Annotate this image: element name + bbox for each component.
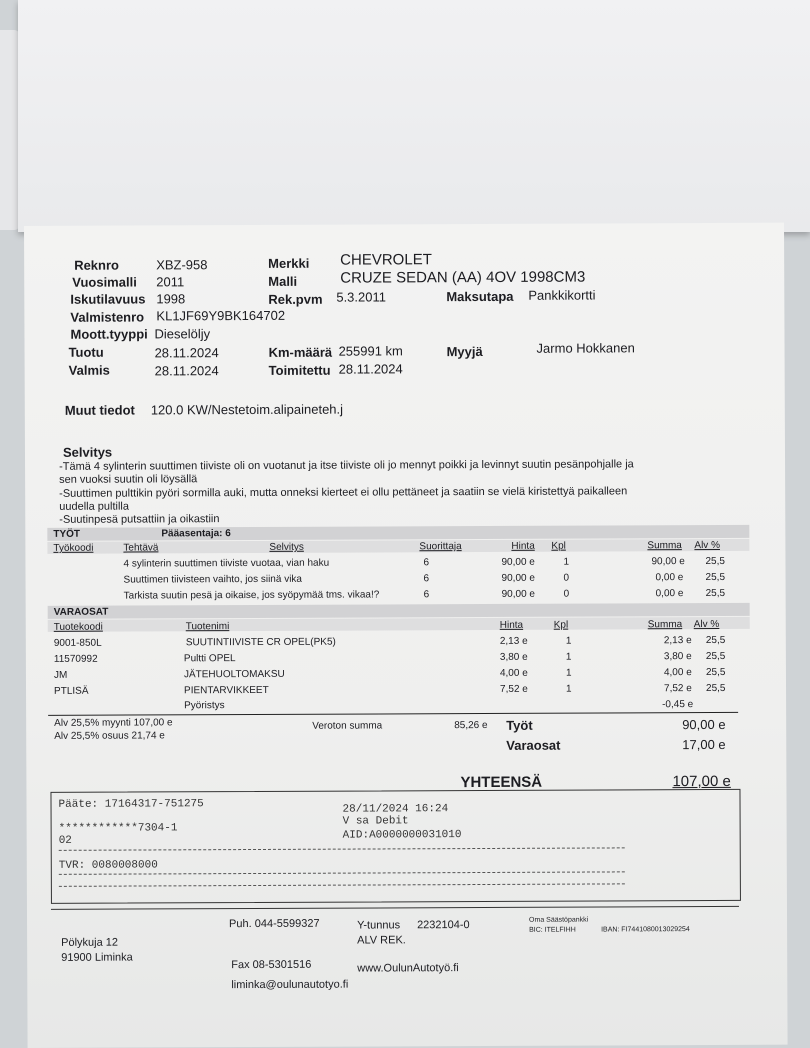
address-street: Pölykuja 12	[61, 936, 119, 949]
valmistenro-value: KL1JF69Y9BK164702	[156, 307, 286, 324]
col-hinta: Hinta	[511, 540, 535, 552]
pyoristys-label: Pyöristys	[184, 700, 225, 712]
varaosat-total-label: Varaosat	[506, 737, 561, 753]
valmistenro-label: Valmistenro	[70, 309, 145, 325]
yhteensa-label: YHTEENSÄ	[460, 773, 543, 792]
tyot-row-hinta: 90,00 e	[501, 572, 535, 584]
receipt-datetime: 28/11/2024 16:24	[342, 803, 449, 816]
malli-value: CRUZE SEDAN (AA) 4OV 1998CM3	[340, 268, 586, 287]
tyot-row-summa: 0,00 e	[655, 572, 684, 584]
tyot-row-suorittaja: 6	[423, 589, 430, 601]
bank-name: Oma Säästöpankki	[529, 916, 589, 924]
ytunnus-label: Y-tunnus	[357, 919, 401, 932]
tuotu-value: 28.11.2024	[154, 345, 219, 361]
ytunnus-value: 2232104-0	[417, 919, 470, 932]
muut-label: Muut tiedot	[64, 402, 135, 418]
col-summa: Summa	[647, 540, 682, 552]
valmis-label: Valmis	[68, 362, 110, 378]
varaosa-row-koodi: JM	[53, 669, 68, 681]
receipt-terminal: Pääte: 17164317-751275	[58, 798, 204, 811]
paaasentaja: Pääasentaja: 6	[161, 528, 231, 540]
tyot-row-hinta: 90,00 e	[501, 588, 536, 600]
varaosa-row-alv: 25,5	[705, 650, 726, 663]
receipt-card-type: V sa Debit	[342, 815, 409, 828]
selvitys-line: -Tämä 4 sylinterin suuttimen tiiviste oli on vuotanut ja itse tiiviste oli jo mennyt poikki ja levinnyt suutin pesänpohjalle ja	[59, 458, 634, 473]
col-selvitys: Selvitys	[269, 541, 304, 553]
varaosa-row-hinta: 4,00 e	[499, 667, 528, 679]
receipt-code: 02	[58, 834, 72, 847]
moott-label: Moott.tyyppi	[70, 326, 148, 342]
myyja-label: Myyjä	[446, 343, 483, 360]
receipt-card-number: ************7304-1	[58, 822, 178, 835]
tyot-row-tehtava: Tarkista suutin pesä ja oikaise, jos syöpymää tms. vikaa!?	[123, 589, 380, 602]
selvitys-line: uudella pultilla	[59, 500, 129, 513]
tyot-row-alv: 25,5	[705, 571, 726, 584]
footer-phone: Puh. 044-5599327	[229, 917, 320, 931]
bank-iban: IBAN: FI7441080013029254	[601, 926, 690, 934]
varaosa-row-hinta: 7,52 e	[500, 683, 528, 695]
varaosa-row-kpl: 1	[565, 635, 572, 647]
address-city: 91900 Liminka	[61, 951, 133, 964]
varaosa-row-koodi: 11570992	[53, 653, 98, 665]
col-kpl: Kpl	[551, 540, 566, 552]
iskutilavuus-label: Iskutilavuus	[70, 291, 146, 307]
varaosa-row-nimi: Pultti OPEL	[183, 653, 236, 665]
yhteensa-value: 107,00 e	[672, 772, 731, 791]
footer-email: liminka@oulunautotyo.fi	[231, 978, 349, 992]
moott-value: Dieselöljy	[154, 326, 211, 342]
alv-myynti: Alv 25,5% myynti 107,00 e	[54, 717, 173, 729]
tyot-row-kpl: 1	[563, 556, 570, 568]
varaosa-row-koodi: 9001-850L	[53, 637, 102, 649]
rekpvm-label: Rek.pvm	[268, 291, 323, 307]
rekpvm-value: 5.3.2011	[336, 289, 386, 305]
iskutilavuus-value: 1998	[156, 291, 186, 307]
reknro-label: Reknro	[74, 257, 120, 273]
malli-label: Malli	[268, 273, 298, 289]
envelope	[18, 0, 810, 232]
muut-value: 120.0 KW/Nestetoim.alipaineteh.j	[150, 401, 344, 418]
col-kpl: Kpl	[553, 619, 569, 631]
varaosa-row-kpl: 1	[565, 667, 572, 679]
selvitys-line: -Suuttimen pulttikin pyöri sormilla auki, mutta onneksi kierteet ei ollu pettäneet ja saatiin se vielä kiristettyä paikalleen	[59, 485, 628, 500]
selvitys-line: -Suutinpesä putsattiin ja oikastiin	[59, 513, 220, 526]
col-summa: Summa	[647, 619, 683, 631]
footer-divider	[51, 906, 739, 910]
col-tuotenimi: Tuotenimi	[185, 621, 230, 633]
km-value: 255991 km	[338, 343, 403, 359]
vuosimalli-value: 2011	[156, 274, 185, 290]
myyja-value: Jarmo Hokkanen	[536, 340, 635, 356]
maksutapa-label: Maksutapa	[446, 288, 514, 305]
tyot-row-alv: 25,5	[705, 587, 726, 600]
receipt-tvr: TVR: 0080008000	[58, 859, 158, 872]
col-tuotekoodi: Tuotekoodi	[53, 621, 103, 633]
vuosimalli-label: Vuosimalli	[72, 274, 137, 290]
reknro-value: XBZ-958	[156, 257, 208, 273]
alv-osuus: Alv 25,5% osuus 21,74 e	[54, 730, 165, 742]
veroton-value: 85,26 e	[454, 719, 488, 732]
varaosa-row-kpl: 1	[565, 651, 572, 663]
alv-rek: ALV REK.	[357, 934, 406, 947]
tyot-row-tehtava: 4 sylinterin suuttimen tiiviste vuotaa, vian haku	[123, 557, 330, 570]
col-suorittaja: Suorittaja	[419, 541, 462, 553]
col-alv: Alv %	[694, 539, 720, 552]
col-hinta: Hinta	[499, 619, 524, 631]
merkki-value: CHEVROLET	[340, 251, 432, 269]
varaosa-row-summa: 4,00 e	[663, 667, 692, 679]
tyot-total-value: 90,00 e	[682, 716, 726, 733]
varaosa-row-alv: 25,5	[706, 682, 726, 695]
tyot-row-summa: 0,00 e	[655, 588, 684, 600]
varaosa-row-kpl: 1	[566, 683, 572, 695]
varaosa-row-koodi: PTLISÄ	[54, 685, 89, 697]
varaosa-row-summa: 7,52 e	[664, 683, 692, 695]
veroton-label: Veroton summa	[312, 720, 383, 732]
tyot-row-kpl: 0	[563, 588, 570, 600]
totals-divider	[48, 712, 738, 716]
tyot-row-suorittaja: 6	[423, 557, 430, 569]
varaosa-row-hinta: 2,13 e	[499, 635, 528, 647]
tyot-row-hinta: 90,00 e	[501, 556, 535, 568]
varaosa-row-hinta: 3,80 e	[499, 651, 528, 663]
footer-web: www.OulunAutotyö.fi	[357, 962, 459, 975]
bank-bic: BIC: ITELFIHH	[529, 926, 576, 934]
tyot-title: TYÖT	[53, 528, 81, 540]
tyot-row-kpl: 0	[563, 572, 570, 584]
varaosa-row-nimi: SUUTINTIIVISTE CR OPEL(PK5)	[185, 636, 336, 649]
paper-edge	[0, 30, 20, 230]
tyot-row-summa: 90,00 e	[651, 556, 685, 568]
tyot-row-alv: 25,5	[705, 555, 725, 568]
varaosat-title: VARAOSAT	[53, 606, 109, 618]
valmis-value: 28.11.2024	[154, 363, 219, 379]
km-label: Km-määrä	[268, 344, 333, 360]
col-alv: Alv %	[693, 618, 720, 631]
varaosa-row-summa: 2,13 e	[663, 635, 692, 647]
pyoristys-value: -0,45 e	[662, 699, 694, 711]
selvitys-line: sen vuoksi suutin oli löysällä	[59, 473, 198, 486]
varaosa-row-alv: 25,5	[705, 634, 726, 647]
varaosa-row-nimi: PIENTARVIKKEET	[184, 684, 269, 697]
varaosat-total-value: 17,00 e	[682, 736, 726, 753]
tyot-total-label: Työt	[506, 717, 533, 733]
toimitettu-label: Toimitettu	[268, 362, 331, 378]
col-tehtava: Tehtävä	[123, 542, 159, 554]
tyot-row-suorittaja: 6	[423, 573, 430, 585]
footer-fax: Fax 08-5301516	[231, 958, 312, 972]
col-tyokoodi: Työkoodi	[53, 542, 94, 554]
varaosat-header-band	[48, 617, 750, 632]
varaosa-row-nimi: JÄTEHUOLTOMAKSU	[183, 668, 285, 681]
merkki-label: Merkki	[268, 255, 310, 271]
maksutapa-value: Pankkikortti	[528, 287, 596, 303]
varaosa-row-summa: 3,80 e	[663, 651, 692, 663]
selvitys-title: Selvitys	[62, 444, 113, 460]
receipt-aid: AID:A0000000031010	[342, 829, 462, 842]
invoice-sheet	[24, 223, 788, 1048]
varaosa-row-alv: 25,5	[705, 666, 726, 679]
tyot-row-tehtava: Suuttimen tiivisteen vaihto, jos siinä vika	[123, 573, 302, 586]
toimitettu-value: 28.11.2024	[338, 361, 403, 377]
tuotu-label: Tuotu	[68, 344, 104, 360]
